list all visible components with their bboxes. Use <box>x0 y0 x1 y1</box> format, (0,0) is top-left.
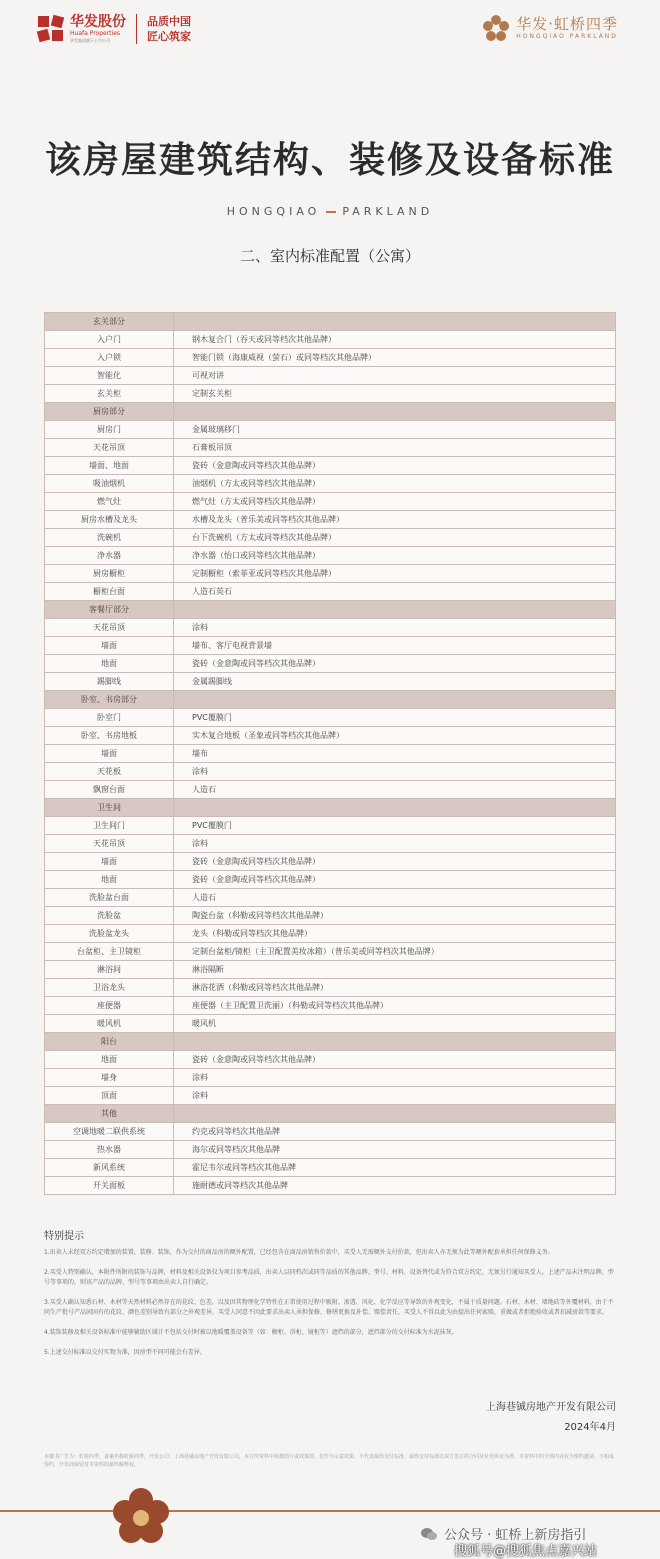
item-value: 人造石 <box>174 889 616 907</box>
item-name: 地面 <box>45 871 174 889</box>
item-value: 台下洗碗机（方太或同等档次其他品牌） <box>174 529 616 547</box>
item-value: 淋浴花洒（科勒或同等档次其他品牌） <box>174 979 616 997</box>
item-value: 金属踢脚线 <box>174 673 616 691</box>
item-value: 涂料 <box>174 763 616 781</box>
table-row <box>45 961 616 979</box>
table-row <box>45 925 616 943</box>
item-value: 瓷砖（金意陶或同等档次其他品牌） <box>174 655 616 673</box>
item-name: 天花吊顶 <box>45 835 174 853</box>
item-name: 卫浴龙头 <box>45 979 174 997</box>
brand-name-en: Huafa Properties <box>70 29 121 37</box>
logo-divider <box>136 14 137 44</box>
category-row <box>45 313 616 331</box>
table-row <box>45 763 616 781</box>
item-value: PVC覆膜门 <box>174 709 616 727</box>
item-value: 涂料 <box>174 835 616 853</box>
table-row <box>45 583 616 601</box>
item-name: 座便器 <box>45 997 174 1015</box>
note-item: 4.装饰装修及相关设备标准中能够辅助区域计不包括交付时被以地暖覆盖设备等（如：橱柜、浴柜、镜柜等）遮挡的部分，遮挡部分的交付标准为水泥抹灰。 <box>44 1329 458 1336</box>
category-fill <box>174 601 616 619</box>
table-row <box>45 997 616 1015</box>
item-value: 瓷砖（金意陶或同等档次其他品牌） <box>174 457 616 475</box>
flower-logo-icon <box>482 14 510 42</box>
item-name: 墙面 <box>45 745 174 763</box>
item-value: 瓷砖（金意陶或同等档次其他品牌） <box>174 853 616 871</box>
company-name: 上海巷铖房地产开发有限公司 <box>486 1402 616 1413</box>
item-value: 涂料 <box>174 619 616 637</box>
item-value: 金属玻璃移门 <box>174 421 616 439</box>
item-name: 卧室、书房地板 <box>45 727 174 745</box>
item-name: 燃气灶 <box>45 493 174 511</box>
table-row <box>45 781 616 799</box>
item-value: 定制玄关柜 <box>174 385 616 403</box>
table-row <box>45 655 616 673</box>
item-value: 龙头（科勒或同等档次其他品牌） <box>174 925 616 943</box>
item-value: 定制橱柜（索菲亚或同等档次其他品牌） <box>174 565 616 583</box>
table-row <box>45 889 616 907</box>
item-name: 墙面 <box>45 853 174 871</box>
table-row <box>45 1177 616 1195</box>
item-value: 暖风机 <box>174 1015 616 1033</box>
item-name: 天花吊顶 <box>45 619 174 637</box>
category-label: 客餐厅部分 <box>45 601 174 619</box>
table-row <box>45 1015 616 1033</box>
table-row <box>45 1087 616 1105</box>
item-name: 洗碗机 <box>45 529 174 547</box>
item-value: 墙布 <box>174 745 616 763</box>
item-name: 暖风机 <box>45 1015 174 1033</box>
item-value: PVC覆膜门 <box>174 817 616 835</box>
item-name: 墙面、地面 <box>45 457 174 475</box>
table-row <box>45 349 616 367</box>
item-name: 厨房橱柜 <box>45 565 174 583</box>
table-row <box>45 1159 616 1177</box>
table-row <box>45 367 616 385</box>
table-row <box>45 673 616 691</box>
item-value: 石膏板吊顶 <box>174 439 616 457</box>
category-row <box>45 1105 616 1123</box>
notes-title: 特别提示 <box>44 1231 84 1242</box>
table-row <box>45 1141 616 1159</box>
item-value: 涂料 <box>174 1087 616 1105</box>
note-item: 3.买受人确认知悉石材、木材等天然材料必然存在的花纹、色差，以及因其物理化学特性在正常使用过程中吸附、渗透、风化、化学反应等导致的外观变化，不属于质量问题。石材、木材、墙地砖等外覆材料，由于不同生产批号产品间固有的花纹、颜色差别导致有部分之外观差异，买受人同意不因此要求出卖人承担保修、修缮更换及补偿、赔偿责任，买受人不得以此为由提出任何索赔，重做或者拒绝验收或者扣减房款等要求。 <box>44 1299 614 1316</box>
item-name: 橱柜台面 <box>45 583 174 601</box>
item-name: 热水器 <box>45 1141 174 1159</box>
section-title: 二、室内标准配置（公寓） <box>239 247 420 265</box>
item-name: 洗脸盆龙头 <box>45 925 174 943</box>
item-value: 约克或同等档次其他品牌 <box>174 1123 616 1141</box>
category-label: 玄关部分 <box>45 313 174 331</box>
item-name: 台盆柜、主卫镜柜 <box>45 943 174 961</box>
category-fill <box>174 403 616 421</box>
category-label: 阳台 <box>45 1033 174 1051</box>
hongqiao-parkland-logo <box>482 14 618 42</box>
footer-line <box>0 1510 660 1512</box>
category-label: 卫生间 <box>45 799 174 817</box>
table-row <box>45 709 616 727</box>
item-name: 卧室门 <box>45 709 174 727</box>
wechat-icon <box>420 1527 438 1541</box>
category-row <box>45 691 616 709</box>
item-value: 瓷砖（金意陶或同等档次其他品牌） <box>174 871 616 889</box>
category-fill <box>174 1105 616 1123</box>
item-name: 飘窗台面 <box>45 781 174 799</box>
table-row <box>45 511 616 529</box>
note-item: 2.买受人特别确认，本附件所附的装饰与品牌，材料及相关设备仅为项目参考品质，出卖人以同档次或同等品质的其他品牌、型号、材料、设备替代或为符合双方约定，无须另行通知买受人。上述产品未注明品牌，型号等事项的，则该产品的品牌、型号等事项由出卖人自行确定。 <box>44 1269 614 1286</box>
brand-name: 华发股份 <box>70 13 126 30</box>
item-name: 入户门 <box>45 331 174 349</box>
item-name: 淋浴间 <box>45 961 174 979</box>
item-name: 开关面板 <box>45 1177 174 1195</box>
slogan <box>147 14 191 44</box>
item-value: 实木复合地板（圣象或同等档次其他品牌） <box>174 727 616 745</box>
note-item: 5.上述交付标准以交付实物为准，因房型不同可能会有差异。 <box>44 1349 206 1356</box>
item-value: 座便器（主卫配置卫洗丽）（科勒或同等档次其他品牌） <box>174 997 616 1015</box>
item-value: 油烟机（方太或同等档次其他品牌） <box>174 475 616 493</box>
table-row <box>45 385 616 403</box>
category-fill <box>174 799 616 817</box>
table-row <box>45 565 616 583</box>
huafa-logo <box>38 14 191 44</box>
item-name: 地面 <box>45 655 174 673</box>
disclaimer: 本楼书广告为：虹桥四季，备案名称虹桥四季，开发公司：上海巷铖房地产开发有限公司，本宣传资料中所载图片或效果图，仅作为示意效果，不代表最终交付标准，最终交付标准以双方签订的合同及补充协议为准。本资料中的全部内容仅为要约邀请，不构成要约，开发商保留对本资料的最终解释权。 <box>44 1454 615 1468</box>
table-row <box>45 853 616 871</box>
item-name: 卫生间门 <box>45 817 174 835</box>
category-row <box>45 1033 616 1051</box>
table-row <box>45 907 616 925</box>
table-row <box>45 1051 616 1069</box>
table-row <box>45 835 616 853</box>
table-row <box>45 745 616 763</box>
table-row <box>45 547 616 565</box>
item-name: 智能化 <box>45 367 174 385</box>
item-name: 新风系统 <box>45 1159 174 1177</box>
sohu-watermark: 搜狐号@搜狐焦点嘉兴站 <box>454 1544 598 1559</box>
table-row <box>45 475 616 493</box>
subtitle-left: HONGQIAO <box>226 205 321 218</box>
category-label: 厨房部分 <box>45 403 174 421</box>
project-subtitle <box>0 205 660 218</box>
table-row <box>45 817 616 835</box>
wechat-watermark-text: 公众号 · 虹桥上新房指引 <box>444 1528 587 1543</box>
category-fill <box>174 313 616 331</box>
category-fill <box>174 691 616 709</box>
item-name: 天花板 <box>45 763 174 781</box>
subtitle-separator <box>326 211 336 213</box>
item-name: 空调地暖二联供系统 <box>45 1123 174 1141</box>
table-row <box>45 871 616 889</box>
flower-emblem-icon <box>110 1486 172 1548</box>
category-label: 卧室、书房部分 <box>45 691 174 709</box>
item-value: 人造石英石 <box>174 583 616 601</box>
item-value: 瓷砖（金意陶或同等档次其他品牌） <box>174 1051 616 1069</box>
item-name: 顶面 <box>45 1087 174 1105</box>
item-name: 墙面 <box>45 637 174 655</box>
item-value: 陶瓷台盆（科勒或同等档次其他品牌） <box>174 907 616 925</box>
item-value: 淋浴隔断 <box>174 961 616 979</box>
item-value: 可视对讲 <box>174 367 616 385</box>
table-row <box>45 421 616 439</box>
project-name-cn: 华发·虹桥四季 <box>516 15 618 33</box>
item-value: 智能门锁（海康威视（萤石）或同等档次其他品牌） <box>174 349 616 367</box>
category-row <box>45 403 616 421</box>
item-name: 玄关柜 <box>45 385 174 403</box>
spec-table <box>44 312 616 1195</box>
table-row <box>45 727 616 745</box>
item-name: 吸油烟机 <box>45 475 174 493</box>
item-name: 天花吊顶 <box>45 439 174 457</box>
brand-subtitle: 华发集团旗下上市公司 <box>70 37 110 43</box>
note-item: 1.出卖人未经双方约定增加的装置、装修、装饰，作为交付的商品房的额外配置，已经包含在商品房销售价款中，买受人无需额外支付价款，但出卖人亦无须为此等额外配套承担任何保修义务。 <box>44 1249 554 1256</box>
table-row <box>45 493 616 511</box>
table-row <box>45 637 616 655</box>
spec-table-body <box>45 313 616 1195</box>
item-value: 墙布、客厅电视背景墙 <box>174 637 616 655</box>
item-name: 厨房水槽及龙头 <box>45 511 174 529</box>
item-value: 燃气灶（方太或同等档次其他品牌） <box>174 493 616 511</box>
huafa-logo-icon <box>38 16 64 42</box>
item-value: 水槽及龙头（普乐美或同等档次其他品牌） <box>174 511 616 529</box>
item-name: 墙身 <box>45 1069 174 1087</box>
item-name: 洗脸盆台面 <box>45 889 174 907</box>
special-notes <box>44 1227 616 1368</box>
item-value: 人造石 <box>174 781 616 799</box>
table-row <box>45 943 616 961</box>
category-row <box>45 601 616 619</box>
item-name: 洗脸盆 <box>45 907 174 925</box>
table-row <box>45 979 616 997</box>
table-row <box>45 529 616 547</box>
table-row <box>45 1123 616 1141</box>
item-name: 净水器 <box>45 547 174 565</box>
category-row <box>45 799 616 817</box>
page-title: 该房屋建筑结构、装修及设备标准 <box>44 140 615 181</box>
footer <box>0 1510 660 1557</box>
project-name-en: HONGQIAO PARKLAND <box>516 33 618 40</box>
item-value: 涂料 <box>174 1069 616 1087</box>
issue-date: 2024年4月 <box>564 1422 616 1433</box>
table-row <box>45 457 616 475</box>
table-row <box>45 331 616 349</box>
item-name: 厨房门 <box>45 421 174 439</box>
item-value: 施耐德或同等档次其他品牌 <box>174 1177 616 1195</box>
table-row <box>45 1069 616 1087</box>
category-fill <box>174 1033 616 1051</box>
header <box>0 0 660 60</box>
subtitle-right: PARKLAND <box>342 205 434 218</box>
item-value: 霍尼韦尔或同等档次其他品牌 <box>174 1159 616 1177</box>
item-name: 地面 <box>45 1051 174 1069</box>
slogan-line-1: 品质中国 <box>147 15 191 28</box>
item-value: 净水器（怡口或同等档次其他品牌） <box>174 547 616 565</box>
item-name: 入户锁 <box>45 349 174 367</box>
table-row <box>45 619 616 637</box>
item-value: 海尔或同等档次其他品牌 <box>174 1141 616 1159</box>
item-value: 定制台盆柜/镜柜（主卫配置美妆冰箱）（普乐美或同等档次其他品牌） <box>174 943 616 961</box>
item-value: 钢木复合门（吞天或同等档次其他品牌） <box>174 331 616 349</box>
table-row <box>45 439 616 457</box>
slogan-line-2: 匠心筑家 <box>147 30 191 43</box>
item-name: 踢脚线 <box>45 673 174 691</box>
category-label: 其他 <box>45 1105 174 1123</box>
